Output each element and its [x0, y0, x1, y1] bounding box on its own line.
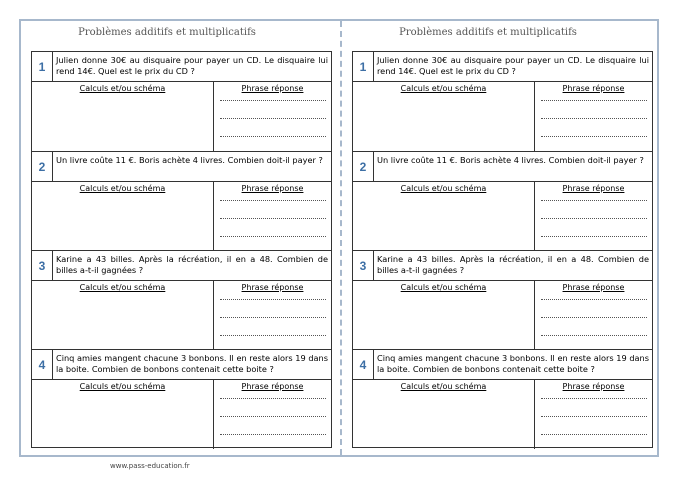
problem-work-area: [353, 82, 652, 151]
problem-1: [353, 52, 652, 151]
footer-url: www.pass-education.fr: [110, 462, 190, 470]
problem-number: 3: [353, 251, 374, 280]
problem-work-area: [353, 380, 652, 449]
answer-line: [220, 398, 326, 399]
calc-area: [32, 82, 214, 151]
answer-header: Phrase réponse: [241, 283, 304, 292]
problem-question-row: [32, 52, 331, 82]
calc-header: Calculs et/ou schéma: [400, 283, 487, 292]
problem-question-row: [353, 52, 652, 82]
answer-line: [220, 136, 326, 137]
calc-header: Calculs et/ou schéma: [79, 184, 166, 193]
problem-statement: Julien donne 30€ au disquaire pour payer un CD. Le disquaire lui rend 14€. Quel est le prix du CD ?: [377, 55, 649, 76]
answer-line: [541, 416, 647, 417]
problem-3: [353, 250, 652, 349]
problem-statement: Cinq amies mangent chacune 3 bonbons. Il en reste alors 19 dans la boite. Combien de bonbons contenait cette boite ?: [377, 353, 649, 374]
calc-header: Calculs et/ou schéma: [79, 84, 166, 93]
worksheet-title: Problèmes additifs et multiplicatifs: [78, 27, 256, 38]
answer-header: Phrase réponse: [562, 283, 625, 292]
problem-question-row: [32, 350, 331, 380]
answer-line: [220, 100, 326, 101]
calc-header: Calculs et/ou schéma: [79, 382, 166, 391]
problem-number: 4: [353, 350, 374, 379]
problem-statement: Julien donne 30€ au disquaire pour payer un CD. Le disquaire lui rend 14€. Quel est le prix du CD ?: [56, 55, 328, 76]
answer-line: [220, 335, 326, 336]
answer-area: [214, 380, 331, 449]
calc-header: Calculs et/ou schéma: [400, 382, 487, 391]
problem-statement: Un livre coûte 11 €. Boris achète 4 livres. Combien doit-il payer ?: [56, 155, 323, 165]
answer-area: [535, 380, 652, 449]
calc-area: [32, 281, 214, 350]
answer-area: [214, 281, 331, 350]
answer-line: [220, 236, 326, 237]
calc-header: Calculs et/ou schéma: [400, 184, 487, 193]
problem-3: [32, 250, 331, 349]
answer-line: [541, 136, 647, 137]
calc-header: Calculs et/ou schéma: [400, 84, 487, 93]
answer-area: [214, 82, 331, 151]
answer-line: [220, 434, 326, 435]
calc-area: [32, 380, 214, 449]
answer-line: [220, 416, 326, 417]
answer-header: Phrase réponse: [562, 184, 625, 193]
problem-1: [32, 52, 331, 151]
worksheet-right: [340, 21, 661, 455]
problem-work-area: [32, 380, 331, 449]
worksheet-left: [21, 21, 340, 455]
answer-header: Phrase réponse: [241, 184, 304, 193]
problem-2: [32, 151, 331, 250]
problem-question-row: [353, 251, 652, 281]
answer-line: [541, 236, 647, 237]
worksheet-title: Problèmes additifs et multiplicatifs: [399, 27, 577, 38]
problem-work-area: [32, 82, 331, 151]
answer-line: [541, 335, 647, 336]
problem-question-row: [353, 350, 652, 380]
answer-line: [541, 200, 647, 201]
answer-line: [220, 200, 326, 201]
problem-work-area: [32, 281, 331, 350]
answer-line: [541, 100, 647, 101]
problem-work-area: [32, 182, 331, 251]
answer-area: [214, 182, 331, 251]
problem-question-row: [32, 152, 331, 182]
problems-table: [352, 51, 653, 448]
problem-statement: Karine a 43 billes. Après la récréation, il en a 48. Combien de billes a-t-il gagnées ?: [56, 254, 328, 275]
calc-area: [353, 281, 535, 350]
problem-2: [353, 151, 652, 250]
answer-area: [535, 182, 652, 251]
calc-header: Calculs et/ou schéma: [79, 283, 166, 292]
problem-4: [32, 349, 331, 448]
answer-header: Phrase réponse: [562, 382, 625, 391]
calc-area: [353, 380, 535, 449]
answer-line: [220, 118, 326, 119]
problem-number: 4: [32, 350, 53, 379]
problem-question-row: [32, 251, 331, 281]
calc-area: [353, 182, 535, 251]
problem-work-area: [353, 281, 652, 350]
problem-statement: Un livre coûte 11 €. Boris achète 4 livres. Combien doit-il payer ?: [377, 155, 644, 165]
answer-line: [541, 434, 647, 435]
problem-statement: Karine a 43 billes. Après la récréation, il en a 48. Combien de billes a-t-il gagnées ?: [377, 254, 649, 275]
answer-header: Phrase réponse: [241, 382, 304, 391]
answer-line: [541, 398, 647, 399]
problem-number: 1: [353, 52, 374, 81]
problem-number: 1: [32, 52, 53, 81]
answer-line: [541, 317, 647, 318]
problem-number: 2: [32, 152, 53, 181]
answer-line: [220, 218, 326, 219]
problem-work-area: [353, 182, 652, 251]
problem-4: [353, 349, 652, 448]
problem-question-row: [353, 152, 652, 182]
problems-table: [31, 51, 332, 448]
answer-line: [220, 317, 326, 318]
answer-area: [535, 281, 652, 350]
answer-line: [541, 118, 647, 119]
problem-number: 2: [353, 152, 374, 181]
answer-line: [541, 299, 647, 300]
problem-number: 3: [32, 251, 53, 280]
answer-line: [541, 218, 647, 219]
calc-area: [353, 82, 535, 151]
worksheet-frame: [19, 19, 659, 457]
answer-header: Phrase réponse: [562, 84, 625, 93]
answer-area: [535, 82, 652, 151]
problem-statement: Cinq amies mangent chacune 3 bonbons. Il en reste alors 19 dans la boite. Combien de bonbons contenait cette boite ?: [56, 353, 328, 374]
answer-line: [220, 299, 326, 300]
calc-area: [32, 182, 214, 251]
answer-header: Phrase réponse: [241, 84, 304, 93]
